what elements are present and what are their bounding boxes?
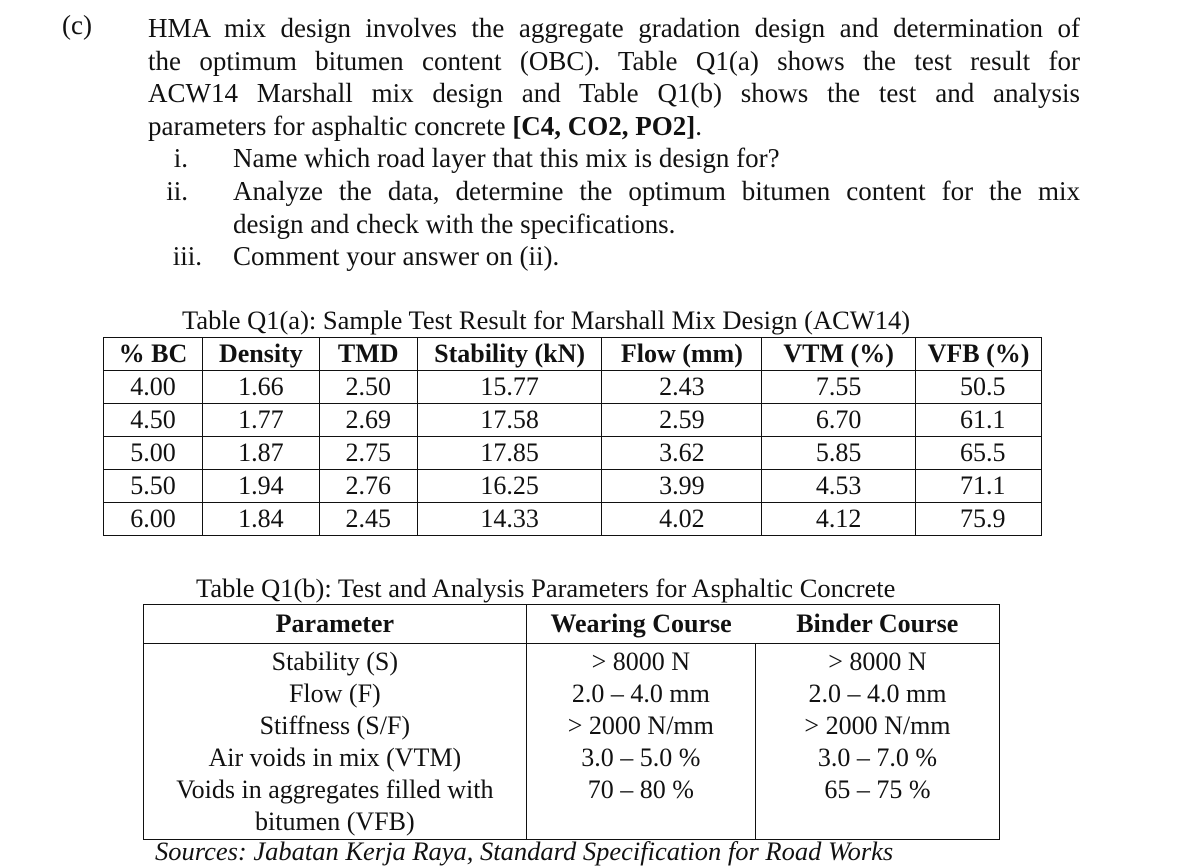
table-cell: 4.12 (762, 503, 916, 536)
wearing-value: 3.0 – 5.0 % (581, 743, 701, 772)
table-cell: 17.58 (417, 404, 602, 437)
table-cell: 6.70 (762, 404, 916, 437)
question-paragraph (148, 12, 1080, 142)
table-cell: 2.69 (319, 404, 417, 437)
binder-value: 2.0 – 4.0 mm (808, 679, 947, 708)
table-cell: 3.99 (602, 470, 762, 503)
table-row (104, 371, 1042, 404)
table-cell: 2.45 (319, 503, 417, 536)
paragraph-line: ACW14 Marshall mix design and Table Q1(b) shows the test and analysis (148, 78, 1080, 108)
parameter-line: Air voids in mix (VTM) (208, 743, 462, 772)
table-cell: 17.85 (417, 437, 602, 470)
item-number-i: i. (173, 143, 188, 173)
question-label: (c) (62, 10, 92, 40)
table-cell: 4.02 (602, 503, 762, 536)
table-cell: 65.5 (916, 437, 1042, 470)
table-row (104, 503, 1042, 536)
course-outcome-tags: [C4, CO2, PO2] (512, 110, 696, 141)
table-cell: 16.25 (417, 470, 602, 503)
column-header: VTM (%) (762, 338, 916, 371)
table-cell: 7.55 (762, 371, 916, 404)
column-header: Parameter (144, 605, 527, 644)
paragraph-line (148, 110, 1080, 143)
table-cell: 2.50 (319, 371, 417, 404)
table-cell: 4.00 (104, 371, 203, 404)
table-header-row (104, 338, 1042, 371)
column-header: TMD (319, 338, 417, 371)
table-cell: 4.53 (762, 470, 916, 503)
column-header: Wearing Course (526, 605, 755, 644)
table-cell: 1.66 (202, 371, 319, 404)
item-line: Comment your answer on (ii). (233, 241, 560, 271)
table-cell: 15.77 (417, 371, 602, 404)
table-cell: 2.43 (602, 371, 762, 404)
table-cell: 4.50 (104, 404, 203, 437)
paragraph-last-text: parameters for asphaltic concrete (148, 110, 513, 141)
table-cell: 1.77 (202, 404, 319, 437)
table-cell: 71.1 (916, 470, 1042, 503)
column-header: Stability (kN) (417, 338, 602, 371)
item-text-iii (233, 240, 1093, 273)
item-text-i (233, 142, 1093, 175)
table-cell: 1.94 (202, 470, 319, 503)
binder-value: 3.0 – 7.0 % (817, 743, 938, 772)
table-row (104, 404, 1042, 437)
table-cell: 2.75 (319, 437, 417, 470)
binder-value: > 8000 N (828, 647, 927, 676)
table-cell: 50.5 (916, 371, 1042, 404)
parameter-line: Stiffness (S/F) (259, 711, 411, 740)
parameter-cell (144, 644, 527, 840)
column-header: Flow (mm) (602, 338, 762, 371)
binder-value: > 2000 N/mm (804, 711, 951, 740)
paragraph-line: HMA mix design involves the aggregate gradation design and determination of (148, 13, 1080, 43)
binder-course-cell (755, 644, 999, 840)
specification-table (143, 604, 1000, 840)
column-header: Density (202, 338, 319, 371)
wearing-value: > 8000 N (591, 647, 691, 676)
item-line: Analyze the data, determine the optimum bitumen content for the mix (233, 176, 1080, 206)
item-text-ii (233, 175, 1080, 240)
paragraph-line: the optimum bitumen content (OBC). Table Q1(a) shows the test result for (148, 45, 1080, 76)
table-b-caption: Table Q1(b): Test and Analysis Parameters for Asphaltic Concrete (196, 573, 896, 603)
marshall-results-table (103, 337, 1042, 536)
column-header: Binder Course (755, 605, 999, 644)
parameter-line: Stability (S) (271, 647, 399, 676)
paragraph-period: . (695, 110, 703, 141)
wearing-course-cell (526, 644, 755, 840)
table-row (104, 437, 1042, 470)
source-note: Sources: Jabatan Kerja Raya, Standard Specification for Road Works (155, 836, 894, 866)
table-cell: 5.00 (104, 437, 203, 470)
table-row (104, 470, 1042, 503)
wearing-value: 2.0 – 4.0 mm (571, 679, 710, 708)
table-cell: 6.00 (104, 503, 203, 536)
column-header: % BC (104, 338, 203, 371)
table-cell: 5.85 (762, 437, 916, 470)
parameter-line: Flow (F) (288, 679, 381, 708)
binder-value: 65 – 75 % (824, 775, 931, 804)
table-header-row (144, 605, 1000, 644)
table-cell: 3.62 (602, 437, 762, 470)
table-cell: 61.1 (916, 404, 1042, 437)
table-a-caption: Table Q1(a): Sample Test Result for Marshall Mix Design (ACW14) (182, 305, 911, 335)
item-line: design and check with the specifications. (233, 208, 676, 239)
column-header: VFB (%) (916, 338, 1042, 371)
table-cell: 2.76 (319, 470, 417, 503)
table-cell: 1.87 (202, 437, 319, 470)
parameter-line: bitumen (VFB) (255, 807, 415, 836)
table-row (144, 644, 1000, 840)
item-number-iii: iii. (172, 241, 202, 271)
table-cell: 5.50 (104, 470, 203, 503)
wearing-value: > 2000 N/mm (567, 711, 714, 740)
item-number-ii: ii. (166, 176, 188, 206)
table-cell: 14.33 (417, 503, 602, 536)
wearing-value: 70 – 80 % (587, 775, 694, 804)
table-cell: 75.9 (916, 503, 1042, 536)
table-cell: 1.84 (202, 503, 319, 536)
table-cell: 2.59 (602, 404, 762, 437)
item-line: Name which road layer that this mix is design for? (233, 143, 780, 173)
parameter-line: Voids in aggregates filled with (176, 775, 494, 804)
